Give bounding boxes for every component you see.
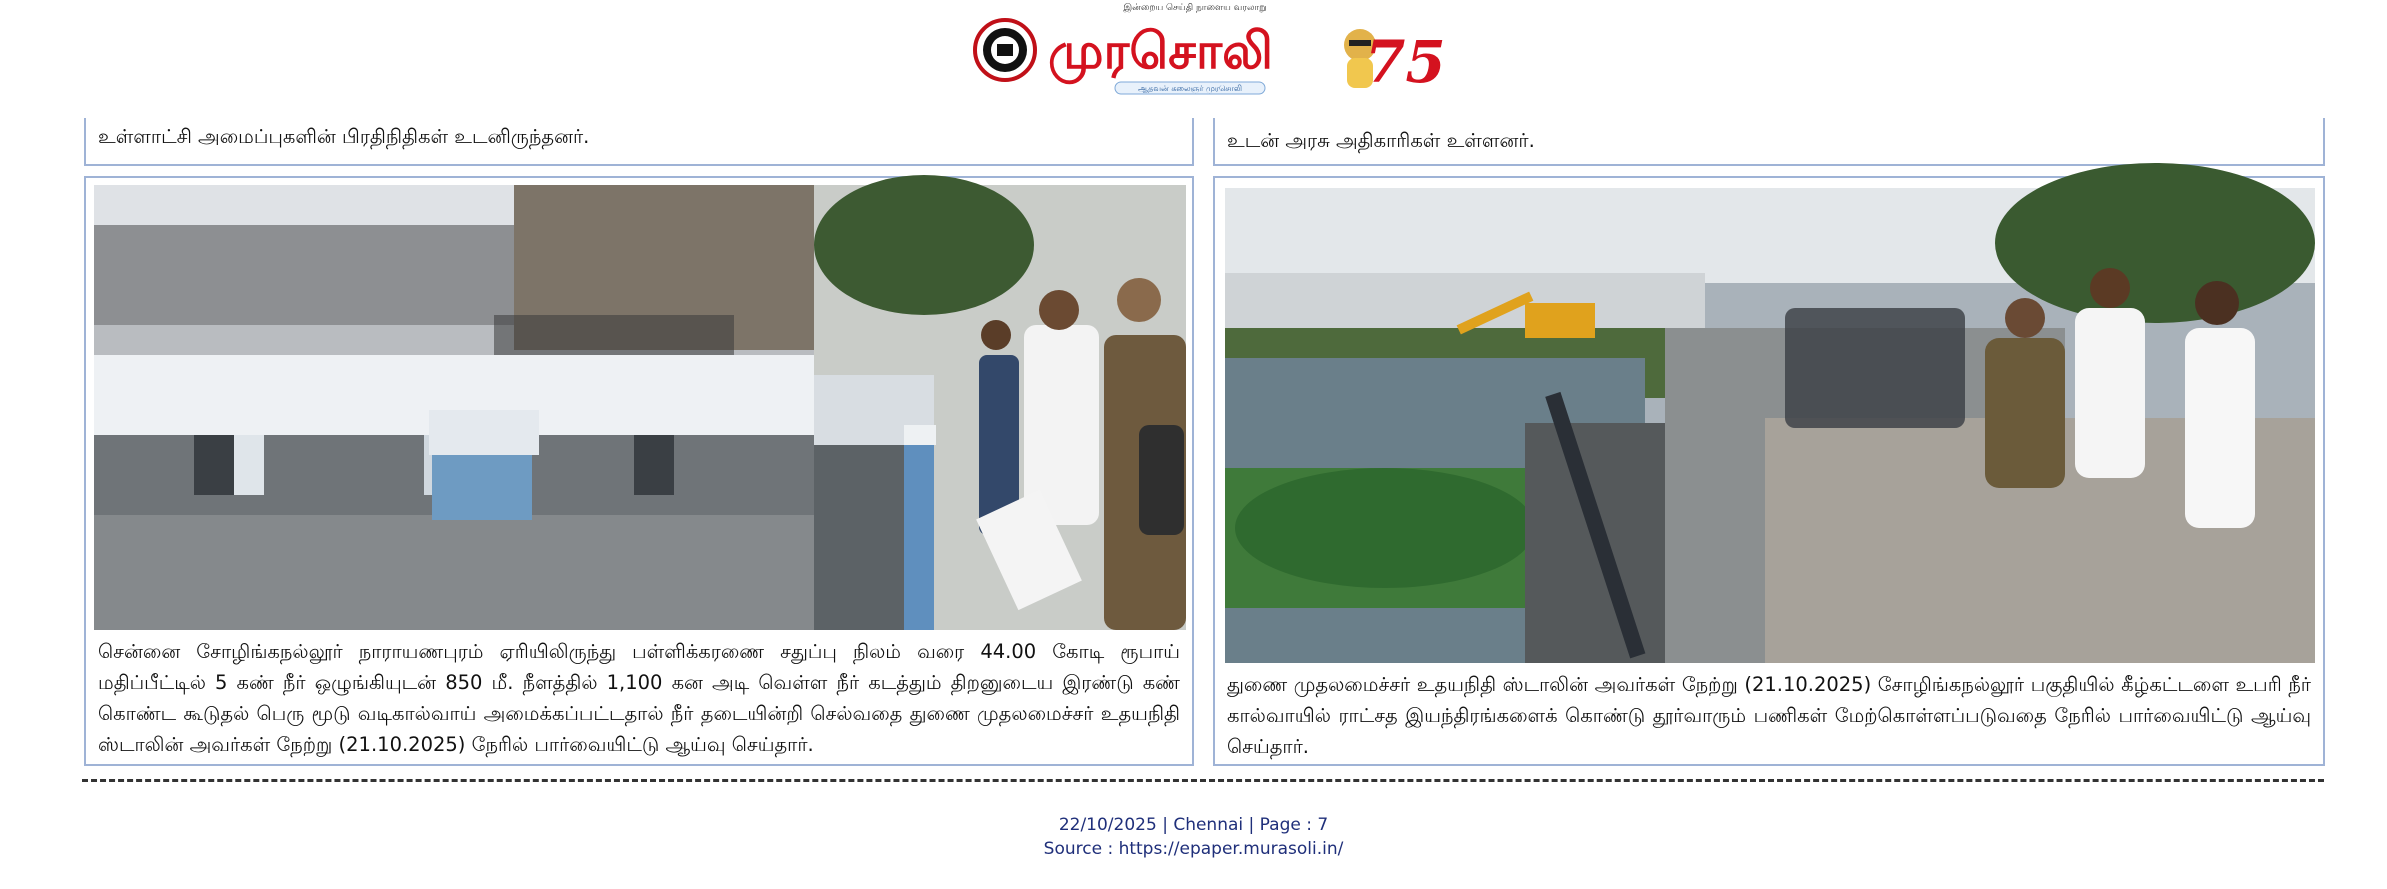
photo-icon — [1225, 188, 2315, 663]
left-article-panel — [84, 176, 1194, 766]
emblem-icon — [975, 20, 1035, 80]
footer-source: Source : https://epaper.murasoli.in/ — [1043, 839, 1344, 859]
right-article-photo — [1225, 188, 2315, 663]
masthead-name: முரசொலி — [1048, 22, 1273, 80]
top-left-panel — [84, 118, 1194, 166]
top-left-caption: உள்ளாட்சி அமைப்புகளின் பிரதிநிதிகள் உடனிருந்தனர். — [98, 125, 590, 148]
masthead-anniversary: 75 — [1365, 28, 1446, 96]
page-divider — [82, 779, 2324, 782]
photo-icon — [94, 185, 1186, 630]
masthead-subline: ஆதவன் கலைஞர் முரசொலி — [1138, 84, 1242, 93]
left-article-caption: சென்னை சோழிங்கநல்லூர் நாராயணபுரம் ஏரியிலிருந்து பள்ளிக்கரணை சதுப்பு நிலம் வரை 44.00 கோடி ரூபாய் மதிப்பீட்டில் 5 கண் நீர் ஒழுங்கியுடன் 850 மீ. நீளத்தில் 1,100 கன அடி வெள்ள நீர் கடத்தும் திறனுடைய இரண்டு கண் கொண்ட கூடுதல் பெரு மூடு வடிகால்வாய் அமைக்கப்பட்டதால் நீர் தடையின்றி செல்வதை துணை முதலமைச்சர் உதயநிதி ஸ்டாலின் அவர்கள் நேற்று (21.10.2025) நேரில் பார்வையிட்டு ஆய்வு செய்தார். — [98, 640, 1180, 756]
top-right-panel — [1213, 118, 2325, 166]
masthead-tagline: இன்றைய செய்தி நாளைய வரலாறு — [1123, 3, 1267, 13]
right-article-panel — [1213, 176, 2325, 766]
footer-dateline: 22/10/2025 | Chennai | Page : 7 — [1058, 815, 1329, 835]
left-article-photo — [94, 185, 1186, 630]
right-article-caption: துணை முதலமைச்சர் உதயநிதி ஸ்டாலின் அவர்கள் நேற்று (21.10.2025) சோழிங்கநல்லூர் பகுதியில் கீழ்கட்டளை உபரி நீர் கால்வாயில் ராட்சத இயந்திரங்களைக் கொண்டு தூர்வாரும் பணிகள் மேற்கொள்ளப்படுவதை நேரில் பார்வையிட்டு ஆய்வு செய்தார். — [1227, 673, 2311, 758]
masthead-logo — [965, 0, 1446, 100]
top-right-caption: உடன் அரசு அதிகாரிகள் உள்ளனர். — [1227, 129, 1535, 152]
